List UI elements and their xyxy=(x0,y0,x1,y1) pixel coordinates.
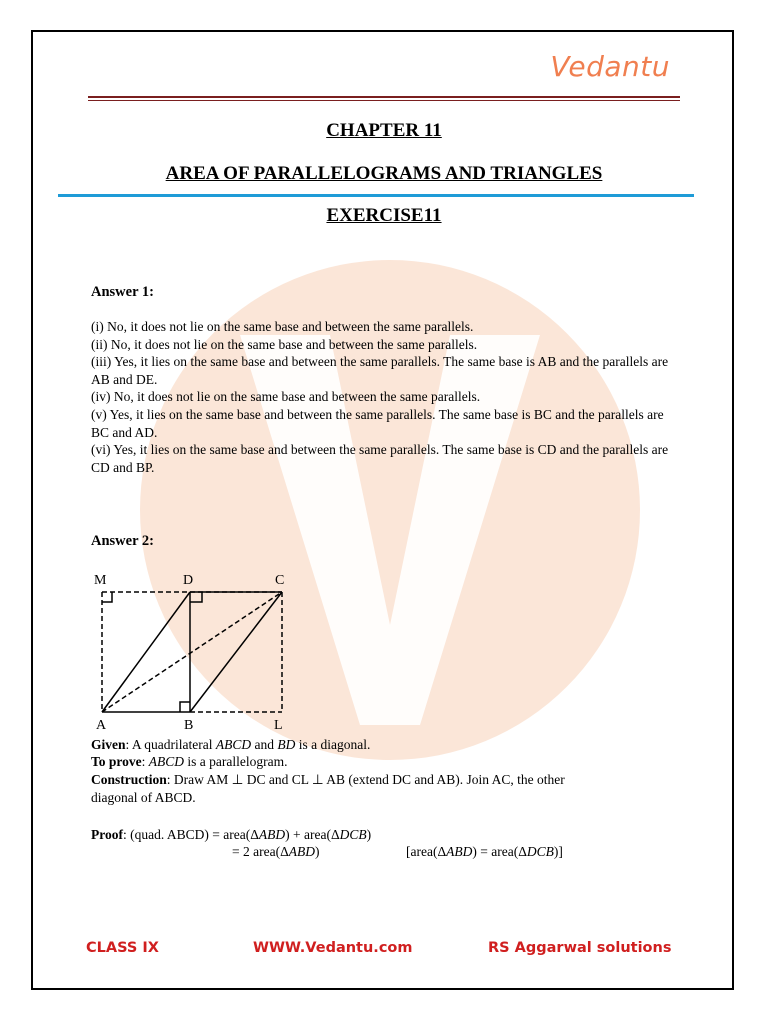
line-bc xyxy=(190,592,282,712)
reason-text-c: )] xyxy=(553,844,563,859)
answer-2-title: Answer 2: xyxy=(91,533,154,549)
label-c: C xyxy=(275,573,285,588)
title-rule xyxy=(58,194,694,197)
given-end: is a diagonal. xyxy=(295,737,371,752)
chapter-title: AREA OF PARALLELOGRAMS AND TRIANGLES xyxy=(165,163,603,184)
given-text: : A quadrilateral xyxy=(125,737,216,752)
answer-1-item: (iii) Yes, it lies on the same base and between the same parallels. The same base is AB and the parallels are AB and DE. xyxy=(91,354,671,387)
proof-line-1 xyxy=(91,826,691,844)
answer-1-list xyxy=(91,318,671,476)
vedantu-logo: Vedantu xyxy=(550,50,670,83)
proof2-abd: ABD xyxy=(288,844,316,859)
proof-text-c: ) xyxy=(366,827,372,842)
proof-text-b: ) + area(Δ xyxy=(285,827,340,842)
construction-line-2: diagonal of ABCD. xyxy=(91,790,196,805)
prove-text: is a parallelogram. xyxy=(184,754,288,769)
line-ad xyxy=(102,592,190,712)
right-angle-b xyxy=(180,702,190,712)
exercise-heading: EXERCISE11 xyxy=(326,205,442,226)
footer-class: CLASS IX xyxy=(86,940,159,956)
answer-1-item: (vi) Yes, it lies on the same base and between the same parallels. The same base is CD and the parallels are CD and BP. xyxy=(91,442,672,475)
answer-1-item: (iv) No, it does not lie on the same base and between the same parallels. xyxy=(91,389,481,405)
given-bd: BD xyxy=(277,737,296,752)
label-d: D xyxy=(183,573,194,588)
label-b: B xyxy=(184,718,194,733)
chapter-heading: CHAPTER 11 xyxy=(326,120,442,141)
header-rule xyxy=(88,96,680,98)
footer-website[interactable]: WWW.Vedantu.com xyxy=(253,940,413,956)
construction-line xyxy=(91,771,691,789)
given-line xyxy=(91,736,691,754)
prove-abcd: ABCD xyxy=(148,754,185,769)
proof-abd: ABD xyxy=(258,827,286,842)
proof-reason xyxy=(406,843,706,861)
label-a: A xyxy=(96,718,107,733)
prove-label: To prove xyxy=(91,754,142,769)
line-ac xyxy=(102,592,282,712)
label-m: M xyxy=(94,573,107,588)
proof2-text-b: ) xyxy=(315,844,320,859)
answer-1-item: (v) Yes, it lies on the same base and between the same parallels. The same base is BC and the parallels are BC and AD. xyxy=(91,406,667,440)
construction-label: Construction xyxy=(91,772,167,787)
proof-line-2 xyxy=(232,843,432,861)
label-l: L xyxy=(274,718,283,733)
proof-dcb: DCB xyxy=(339,827,367,842)
given-label: Given xyxy=(91,737,126,752)
right-angle-m xyxy=(102,592,112,602)
parallelogram-diagram xyxy=(88,570,308,735)
answer-1-item: (i) No, it does not lie on the same base and between the same parallels. xyxy=(91,319,474,334)
answer-1-title: Answer 1: xyxy=(91,284,154,300)
reason-abd: ABD xyxy=(446,844,473,859)
right-angle-d xyxy=(190,592,202,602)
prove-line xyxy=(91,753,691,771)
given-abcd: ABCD xyxy=(215,737,252,752)
given-and: and xyxy=(251,737,278,752)
reason-text-b: ) = area(Δ xyxy=(472,844,527,859)
reason-text-a: [area(Δ xyxy=(406,844,447,859)
answer-1-item: (ii) No, it does not lie on the same base and between the same parallels. xyxy=(91,336,478,352)
header-rule-thin xyxy=(88,100,680,101)
proof2-text-a: = 2 area(Δ xyxy=(232,844,289,859)
construction-text: : Draw AM ⊥ DC and CL ⊥ AB (extend DC and AB). Join AC, the other xyxy=(166,772,565,787)
reason-dcb: DCB xyxy=(526,844,554,859)
footer-book: RS Aggarwal solutions xyxy=(488,940,672,956)
proof-label: Proof xyxy=(91,827,123,842)
proof-text-a: : (quad. ABCD) = area(Δ xyxy=(123,827,259,842)
prove-colon: : xyxy=(141,754,149,769)
